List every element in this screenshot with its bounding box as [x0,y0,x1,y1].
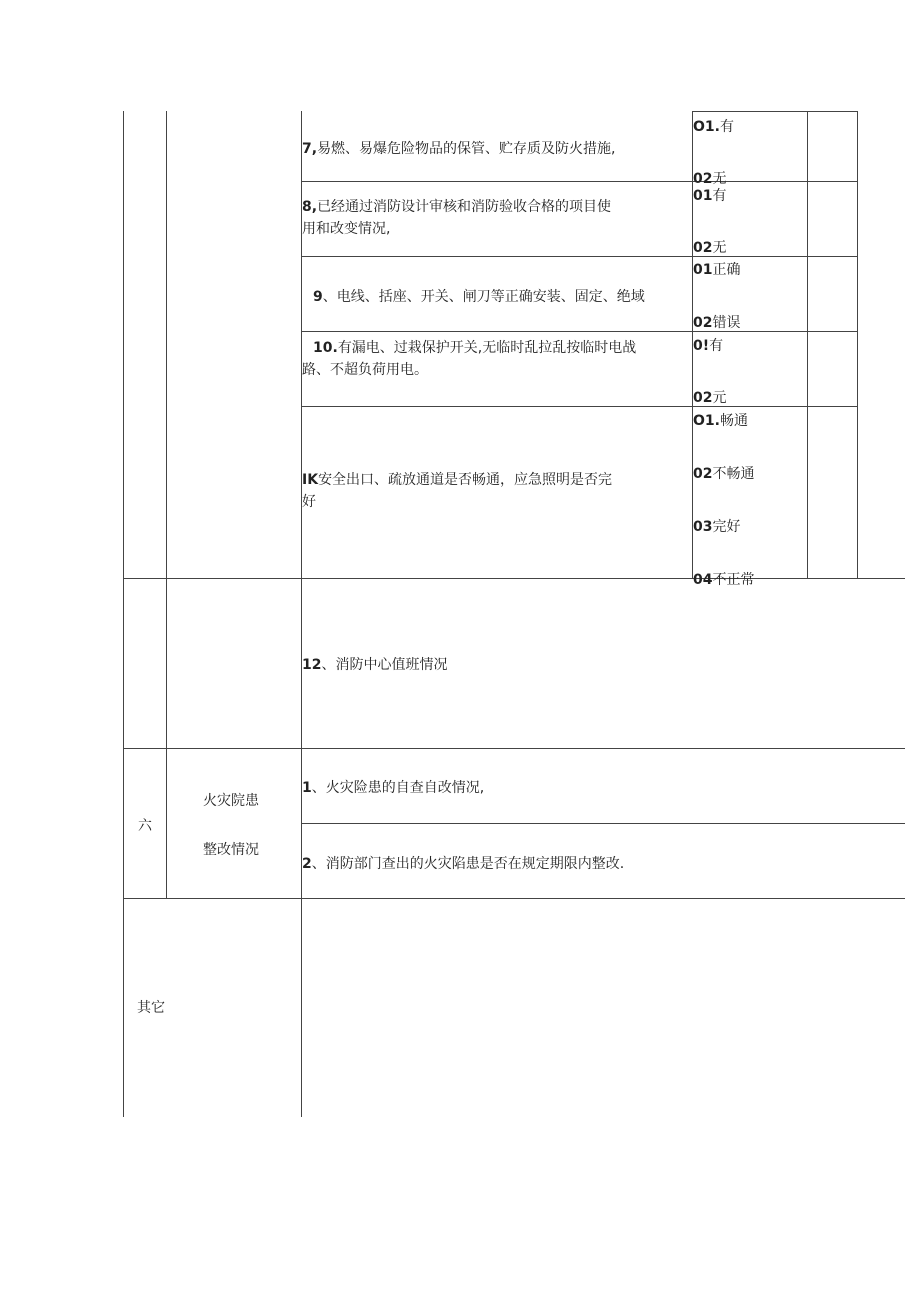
item-11-line2: 好 [302,494,316,510]
row-divider [123,578,905,579]
row-divider [123,748,905,749]
item-9-option-1: 01正确 [693,262,741,278]
item-8-option-2: 02无 [693,240,727,256]
item-11-text [302,469,612,513]
item-7-number: 7, [302,141,318,157]
table-divider-col3 [301,111,302,1117]
other-label: 其它 [137,1000,165,1016]
item-7-options [693,112,807,187]
item-8-line2: 用和改变情况, [302,221,391,237]
section-6-item-1-number: 1 [302,780,312,796]
item-10-text [302,337,636,381]
item-7-option-1: O1.有 [693,119,734,135]
section-6-title-line2: 整改情况 [203,842,259,858]
item-7-option-2: 02无 [693,171,727,187]
item-9-number: 9 [313,289,323,305]
item-8-line1: 已经通过消防设计审核和消防验收合格的项目使 [317,199,612,215]
item-11-number: IK [302,472,319,488]
row-divider [301,823,905,824]
item-11-options [693,407,807,588]
section-6-item-1 [302,777,484,799]
item-12-number: 12 [302,657,322,673]
item-10-option-1: 0!有 [693,338,724,354]
item-9-options [693,257,807,331]
item-11-option-2: 02不畅通 [693,466,755,482]
row-divider [123,898,905,899]
section-6-title-line1: 火灾院患 [203,793,259,809]
item-7-text [302,138,616,160]
item-8-options [693,182,807,256]
item-10-line1: 有漏电、过栽保护开关,无临时乱拉乱按临时电战 [337,340,637,356]
item-7-description: 易燃、易爆危险物品的保管、贮存质及防火措施, [317,141,616,157]
item-9-description: 、电线、括座、开关、闸刀等正确安装、固定、绝域 [322,289,645,305]
item-12-description: 、消防中心值班情况 [321,657,448,673]
section-6-item-2-description: 、消防部门查出的火灾陷患是否在规定期限内整改. [311,856,625,872]
item-11-option-3: 03完好 [693,519,741,535]
item-8-text [302,196,611,240]
item-10-line2: 路、不超负荷用电。 [302,362,428,378]
item-11-line1: 安全出口、疏放通道是否畅通，应急照明是否完 [318,472,613,488]
item-9-text [313,286,645,308]
item-12-text [302,654,447,676]
item-8-option-1: 01有 [693,188,727,204]
item-10-option-2: 02元 [693,390,727,406]
section-6-item-1-description: 、火灾险患的自查自改情况, [311,780,485,796]
table-divider-col2 [166,111,167,898]
section-6-number: 六 [138,818,152,834]
section-6-item-2 [302,853,624,875]
item-9-option-2: 02错误 [693,315,741,331]
item-10-options [693,332,807,406]
item-10-number: 10. [313,340,338,356]
item-11-option-4: 04不正常 [693,572,755,588]
section-6-item-2-number: 2 [302,856,312,872]
item-8-number: 8, [302,199,318,215]
item-11-option-1: O1.畅通 [693,413,748,429]
table-border-left [123,111,124,1117]
